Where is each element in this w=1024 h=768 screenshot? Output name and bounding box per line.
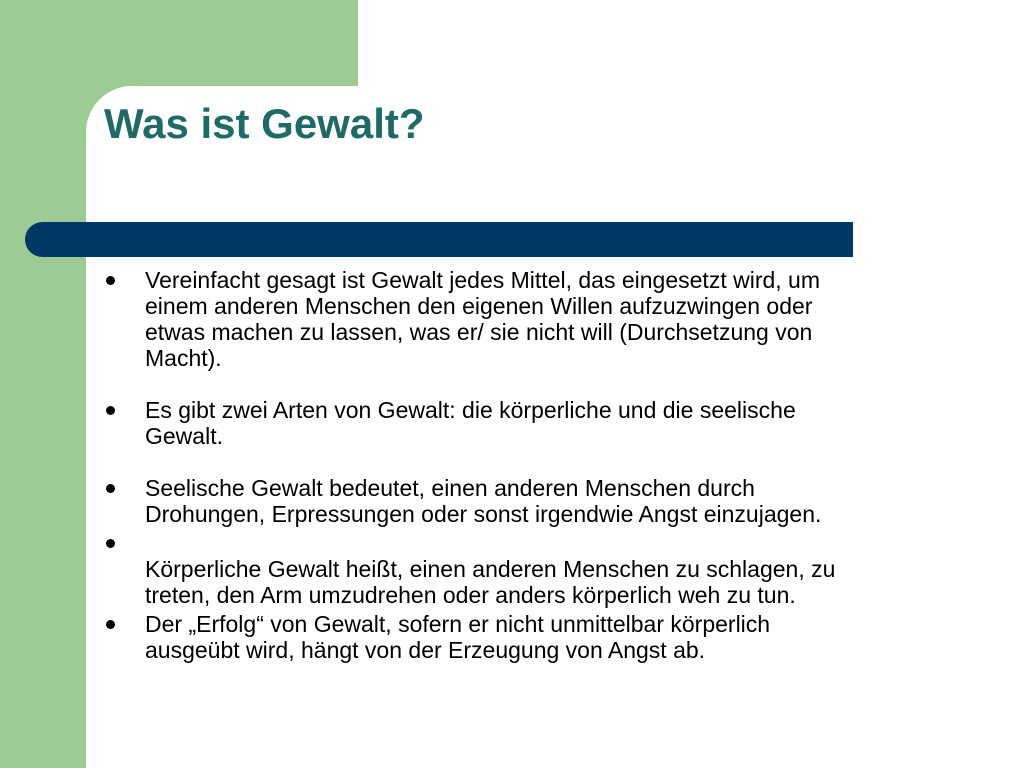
bullet-icon	[106, 276, 115, 285]
bullet-icon	[106, 539, 115, 548]
bullet-list	[100, 267, 930, 663]
bullet-item-4	[100, 530, 930, 608]
bullet-text-line: treten, den Arm umzudrehen oder anders körperlich weh zu tun.	[145, 582, 796, 608]
bullet-text-line: etwas machen zu lassen, was er/ sie nicht will (Durchsetzung von	[145, 319, 813, 345]
bullet-text-line	[145, 530, 930, 556]
bullet-text-line: Es gibt zwei Arten von Gewalt: die körperliche und die seelische	[145, 397, 796, 423]
bullet-item-2	[100, 397, 930, 449]
title-divider-bar	[25, 222, 853, 257]
bullet-text-line: Seelische Gewalt bedeutet, einen anderen Menschen durch	[145, 475, 755, 501]
bullet-item-3	[100, 475, 930, 527]
bullet-icon	[106, 406, 115, 415]
bullet-icon	[106, 620, 115, 629]
bullet-text-line: einem anderen Menschen den eigenen Willen aufzuzwingen oder	[145, 293, 813, 319]
bullet-item-1	[100, 267, 930, 371]
bullet-text-line: Macht).	[145, 345, 222, 371]
bullet-icon	[106, 484, 115, 493]
bullet-item-5	[100, 611, 930, 663]
bullet-text-line: Gewalt.	[145, 423, 223, 449]
bullet-text-line: Drohungen, Erpressungen oder sonst irgendwie Angst einzujagen.	[145, 501, 822, 527]
bullet-text-line: Vereinfacht gesagt ist Gewalt jedes Mittel, das eingesetzt wird, um	[145, 267, 820, 293]
slide-title: Was ist Gewalt?	[104, 100, 425, 147]
bullet-text-line: ausgeübt wird, hängt von der Erzeugung von Angst ab.	[145, 637, 706, 663]
bullet-text-line: Körperliche Gewalt heißt, einen anderen Menschen zu schlagen, zu	[145, 556, 836, 582]
bullet-text-line: Der „Erfolg“ von Gewalt, sofern er nicht unmittelbar körperlich	[145, 611, 771, 637]
